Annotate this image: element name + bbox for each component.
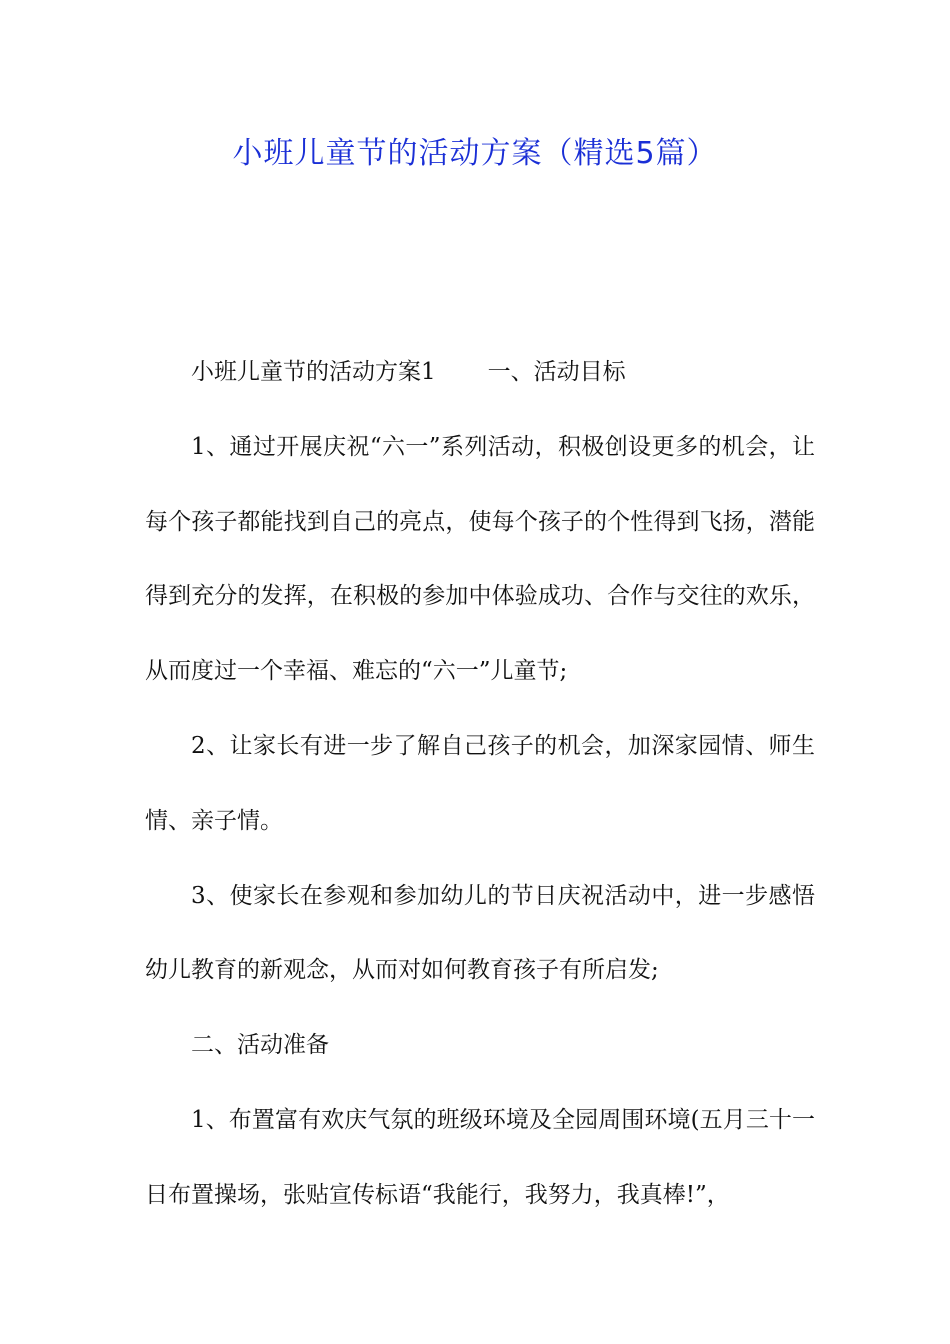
paragraph-goal-2: 2、让家长有进一步了解自己孩子的机会，加深家园情、师生情、亲子情。: [145, 732, 815, 834]
heading-goals: 一、活动目标: [487, 359, 626, 385]
document-body: [145, 335, 815, 1233]
paragraph-preparation-1: 1、布置富有欢庆气氛的班级环境及全园周围环境(五月三十一日布置操场，张贴宣传标语“我能行，我努力，我真棒!”，: [145, 1106, 815, 1208]
paragraph-section-heading: [145, 335, 815, 410]
section-heading: 小班儿童节的活动方案1: [191, 359, 436, 385]
heading-preparation: 二、活动准备: [191, 1032, 329, 1059]
document-title: 小班儿童节的活动方案（精选5篇）: [232, 136, 718, 171]
paragraph-goal-1: 1、通过开展庆祝“六一”系列活动，积极创设更多的机会，让每个孩子都能找到自己的亮点，使每个孩子的个性得到飞扬，潜能得到充分的发挥，在积极的参加中体验成功、合作与交往的欢乐，从而度过一个幸福、难忘的“六一”儿童节;: [145, 433, 815, 685]
paragraph-goal-3: 3、使家长在参观和参加幼儿的节日庆祝活动中，进一步感悟幼儿教育的新观念，从而对如何教育孩子有所启发;: [145, 882, 815, 984]
